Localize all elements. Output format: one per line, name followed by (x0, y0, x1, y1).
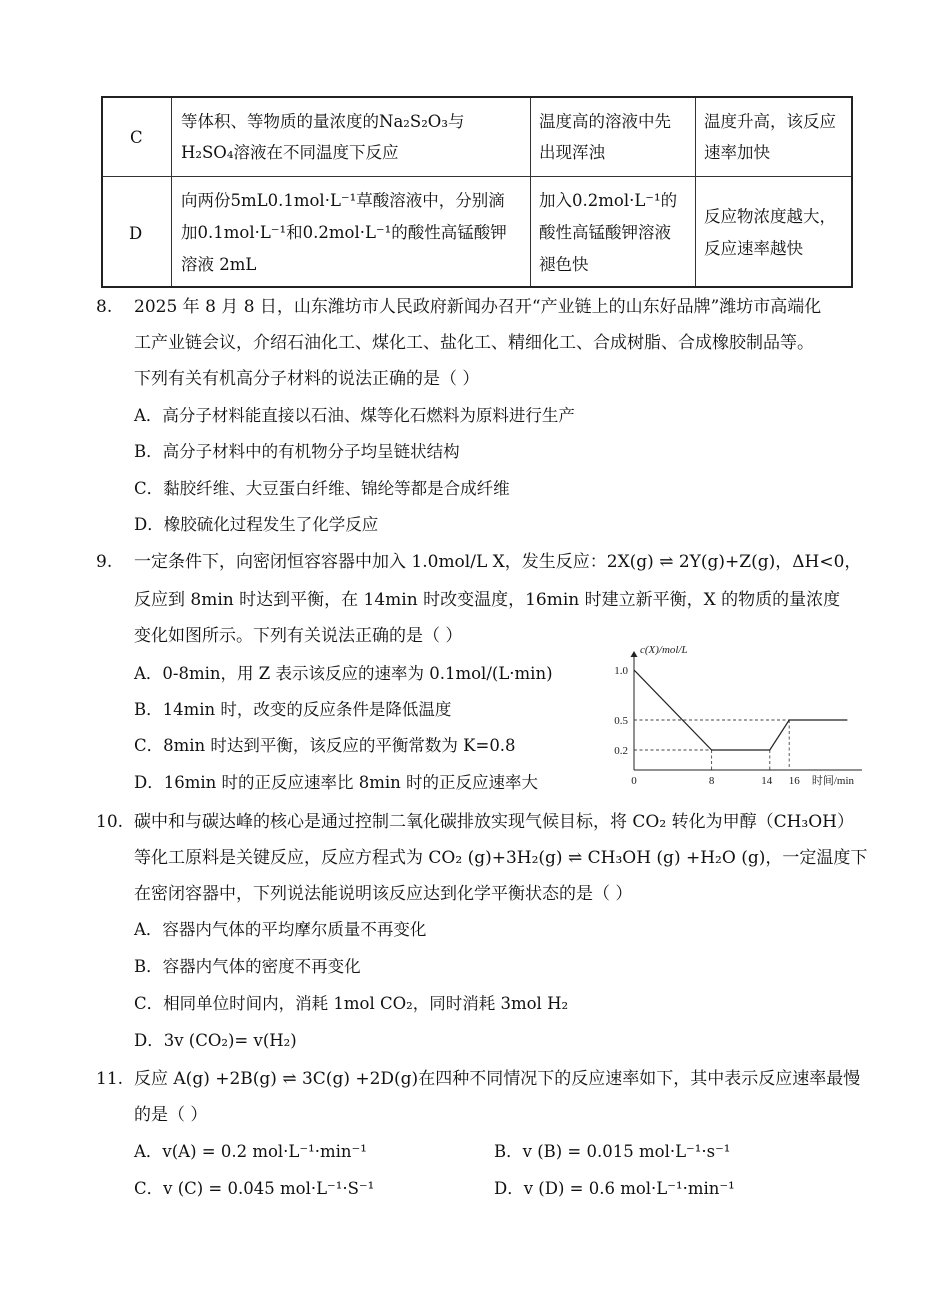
table-cell: 温度高的溶液中先 (539, 112, 671, 131)
option-b: B．v (B) = 0.015 mol·L⁻¹·s⁻¹ (494, 1142, 731, 1161)
table-cell: 反应速率越快 (704, 239, 803, 258)
option-b: B．容器内气体的密度不再变化 (134, 957, 361, 976)
table-cell: 速率加快 (704, 143, 770, 162)
x-tick-label: 14 (761, 775, 773, 787)
row-label: D (129, 224, 143, 243)
option-c: C．v (C) = 0.045 mol·L⁻¹·S⁻¹ (134, 1179, 375, 1198)
table-cell: 温度升高，该反应 (704, 112, 836, 131)
option-a: A．0-8min，用 Z 表示该反应的速率为 0.1mol/(L·min) (134, 664, 553, 683)
concentration-time-chart (600, 638, 862, 794)
question-text: 在密闭容器中，下列说法能说明该反应达到化学平衡状态的是（ ） (134, 884, 633, 904)
y-axis-label: c(X)/mol/L (640, 644, 688, 656)
question-number: 9. (96, 552, 113, 572)
question-text: 工产业链会议，介绍石油化工、煤化工、盐化工、精细化工、合成树脂、合成橡胶制品等。 (134, 333, 814, 353)
question-text: 等化工原料是关键反应，反应方程式为 CO₂ (g)+3H₂(g) ⇌ CH₃OH (g) +H₂O (g)，一定温度下 (134, 848, 868, 868)
option-a: A．高分子材料能直接以石油、煤等化石燃料为原料进行生产 (134, 406, 575, 425)
x-tick-label: 16 (788, 775, 800, 787)
row-label: C (130, 128, 143, 147)
x-axis-label: 时间/min (811, 775, 854, 787)
question-text: 下列有关有机高分子材料的说法正确的是（ ） (134, 369, 480, 389)
table-cell: 溶液 2mL (181, 255, 257, 274)
y-tick-label: 0.5 (614, 715, 628, 727)
option-c: C．相同单位时间内，消耗 1mol CO₂，同时消耗 3mol H₂ (134, 994, 569, 1013)
table-cell: 等体积、等物质的量浓度的Na₂S₂O₃与 (181, 112, 465, 131)
question-text: 一定条件下，向密闭恒容容器中加入 1.0mol/L X，发生反应：2X(g) ⇌ 2Y(g)+Z(g)，ΔH<0， (134, 552, 862, 572)
table-cell: 加入0.2mol·L⁻¹的 (539, 191, 678, 210)
option-a: A．容器内气体的平均摩尔质量不再变化 (134, 920, 427, 939)
option-d: D．橡胶硫化过程发生了化学反应 (134, 515, 379, 534)
question-number: 8. (96, 297, 113, 317)
option-d: D．16min 时的正反应速率比 8min 时的正反应速率大 (134, 773, 539, 792)
table-cell: H₂SO₄溶液在不同温度下反应 (181, 143, 399, 162)
experiment-table (101, 96, 853, 288)
question-text: 反应到 8min 时达到平衡，在 14min 时改变温度，16min 时建立新平衡，X 的物质的量浓度 (134, 590, 841, 610)
option-b: B．高分子材料中的有机物分子均呈链状结构 (134, 442, 460, 461)
table-cell: 加0.1mol·L⁻¹和0.2mol·L⁻¹的酸性高锰酸钾 (181, 223, 507, 242)
option-d: D．v (D) = 0.6 mol·L⁻¹·min⁻¹ (494, 1179, 735, 1198)
table-divider (103, 176, 851, 177)
table-cell: 反应物浓度越大， (704, 207, 836, 226)
y-tick-label: 0.2 (614, 745, 628, 757)
option-c: C．黏胶纤维、大豆蛋白纤维、锦纶等都是合成纤维 (134, 479, 510, 498)
table-divider (695, 98, 696, 286)
y-tick-label: 1.0 (614, 665, 628, 677)
option-d: D．3v (CO₂)= v(H₂) (134, 1031, 297, 1050)
table-divider (530, 98, 531, 286)
option-a: A．v(A) = 0.2 mol·L⁻¹·min⁻¹ (134, 1142, 367, 1161)
table-cell: 出现浑浊 (539, 143, 605, 162)
option-c: C．8min 时达到平衡，该反应的平衡常数为 K=0.8 (134, 736, 516, 755)
origin-label: 0 (631, 775, 637, 787)
table-divider (171, 98, 172, 286)
question-text: 的是（ ） (134, 1105, 208, 1125)
question-text: 反应 A(g) +2B(g) ⇌ 3C(g) +2D(g)在四种不同情况下的反应速率如下，其中表示反应速率最慢 (134, 1069, 861, 1089)
question-text: 2025 年 8 月 8 日，山东潍坊市人民政府新闻办召开“产业链上的山东好品牌”潍坊市高端化 (134, 297, 822, 317)
table-cell: 向两份5mL0.1mol·L⁻¹草酸溶液中，分别滴 (181, 191, 505, 210)
series-line (634, 670, 847, 750)
question-number: 11. (96, 1069, 124, 1089)
question-text: 碳中和与碳达峰的核心是通过控制二氧化碳排放实现气候目标，将 CO₂ 转化为甲醇（CH₃OH） (134, 812, 854, 832)
question-text: 变化如图所示。下列有关说法正确的是（ ） (134, 626, 463, 646)
question-number: 10. (96, 812, 124, 832)
option-b: B．14min 时，改变的反应条件是降低温度 (134, 700, 452, 719)
table-cell: 褪色快 (539, 255, 589, 274)
x-tick-label: 8 (708, 775, 715, 787)
table-cell: 酸性高锰酸钾溶液 (539, 223, 671, 242)
